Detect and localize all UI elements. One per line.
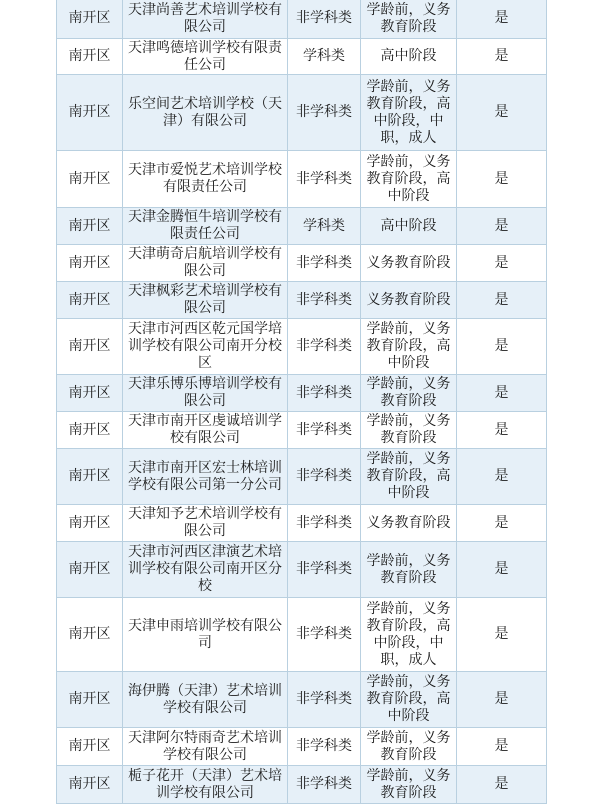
stage-cell: 学龄前，义务教育阶段	[361, 0, 457, 39]
stage-cell: 义务教育阶段	[361, 245, 457, 282]
table-row	[57, 208, 547, 245]
institution-table	[56, 0, 547, 804]
flag-cell: 是	[457, 0, 547, 39]
flag-cell: 是	[457, 505, 547, 542]
district-cell: 南开区	[57, 672, 123, 728]
institution-name-cell: 栀子花开（天津）艺术培训学校有限公司	[123, 766, 288, 804]
institution-name-cell: 天津知予艺术培训学校有限公司	[123, 505, 288, 542]
type-cell: 非学科类	[288, 282, 361, 319]
district-cell: 南开区	[57, 766, 123, 804]
table-row	[57, 449, 547, 505]
district-cell: 南开区	[57, 505, 123, 542]
table-row	[57, 0, 547, 39]
district-cell: 南开区	[57, 375, 123, 412]
institution-name-cell: 天津阿尔特雨奇艺术培训学校有限公司	[123, 728, 288, 766]
stage-cell: 高中阶段	[361, 39, 457, 75]
type-cell: 非学科类	[288, 151, 361, 208]
table-row	[57, 282, 547, 319]
flag-cell: 是	[457, 412, 547, 449]
district-cell: 南开区	[57, 598, 123, 672]
institution-name-cell: 天津乐博乐博培训学校有限公司	[123, 375, 288, 412]
type-cell: 非学科类	[288, 766, 361, 804]
type-cell: 非学科类	[288, 672, 361, 728]
type-cell: 非学科类	[288, 375, 361, 412]
type-cell: 非学科类	[288, 542, 361, 598]
institution-name-cell: 海伊腾（天津）艺术培训学校有限公司	[123, 672, 288, 728]
district-cell: 南开区	[57, 245, 123, 282]
flag-cell: 是	[457, 766, 547, 804]
district-cell: 南开区	[57, 75, 123, 151]
stage-cell: 学龄前，义务教育阶段，高中阶段	[361, 672, 457, 728]
table-row	[57, 728, 547, 766]
type-cell: 非学科类	[288, 728, 361, 766]
institution-name-cell: 天津市河西区津演艺术培训学校有限公司南开区分校	[123, 542, 288, 598]
table-row	[57, 319, 547, 375]
institution-name-cell: 天津萌奇启航培训学校有限公司	[123, 245, 288, 282]
stage-cell: 学龄前，义务教育阶段	[361, 728, 457, 766]
table-row	[57, 39, 547, 75]
district-cell: 南开区	[57, 319, 123, 375]
stage-cell: 学龄前，义务教育阶段	[361, 375, 457, 412]
flag-cell: 是	[457, 319, 547, 375]
district-cell: 南开区	[57, 39, 123, 75]
flag-cell: 是	[457, 245, 547, 282]
table-row	[57, 412, 547, 449]
stage-cell: 学龄前，义务教育阶段	[361, 542, 457, 598]
table-row	[57, 598, 547, 672]
table-row	[57, 375, 547, 412]
district-cell: 南开区	[57, 151, 123, 208]
stage-cell: 学龄前，义务教育阶段	[361, 412, 457, 449]
institution-name-cell: 天津申雨培训学校有限公司	[123, 598, 288, 672]
type-cell: 非学科类	[288, 505, 361, 542]
stage-cell: 学龄前，义务教育阶段，高中阶段	[361, 151, 457, 208]
flag-cell: 是	[457, 282, 547, 319]
district-cell: 南开区	[57, 542, 123, 598]
flag-cell: 是	[457, 598, 547, 672]
stage-cell: 义务教育阶段	[361, 505, 457, 542]
stage-cell: 学龄前，义务教育阶段，高中阶段	[361, 319, 457, 375]
type-cell: 非学科类	[288, 0, 361, 39]
type-cell: 学科类	[288, 208, 361, 245]
type-cell: 非学科类	[288, 412, 361, 449]
flag-cell: 是	[457, 728, 547, 766]
type-cell: 非学科类	[288, 75, 361, 151]
flag-cell: 是	[457, 375, 547, 412]
flag-cell: 是	[457, 208, 547, 245]
district-cell: 南开区	[57, 412, 123, 449]
type-cell: 非学科类	[288, 319, 361, 375]
institution-name-cell: 天津市南开区虔诚培训学校有限公司	[123, 412, 288, 449]
institution-name-cell: 天津市南开区宏士林培训学校有限公司第一分公司	[123, 449, 288, 505]
district-cell: 南开区	[57, 208, 123, 245]
flag-cell: 是	[457, 39, 547, 75]
table-row	[57, 75, 547, 151]
type-cell: 非学科类	[288, 598, 361, 672]
table-row	[57, 672, 547, 728]
table-row	[57, 151, 547, 208]
institution-name-cell: 天津市爱悦艺术培训学校有限责任公司	[123, 151, 288, 208]
flag-cell: 是	[457, 542, 547, 598]
flag-cell: 是	[457, 151, 547, 208]
table-row	[57, 542, 547, 598]
type-cell: 非学科类	[288, 449, 361, 505]
institution-name-cell: 天津尚善艺术培训学校有限公司	[123, 0, 288, 39]
institution-name-cell: 天津金腾恒牛培训学校有限责任公司	[123, 208, 288, 245]
district-cell: 南开区	[57, 449, 123, 505]
type-cell: 学科类	[288, 39, 361, 75]
district-cell: 南开区	[57, 282, 123, 319]
table-row	[57, 505, 547, 542]
institution-name-cell: 天津鸣德培训学校有限责任公司	[123, 39, 288, 75]
district-cell: 南开区	[57, 728, 123, 766]
institution-name-cell: 乐空间艺术培训学校（天津）有限公司	[123, 75, 288, 151]
district-cell: 南开区	[57, 0, 123, 39]
stage-cell: 学龄前，义务教育阶段，高中阶段，中职，成人	[361, 75, 457, 151]
flag-cell: 是	[457, 672, 547, 728]
institution-name-cell: 天津市河西区乾元国学培训学校有限公司南开分校区	[123, 319, 288, 375]
stage-cell: 学龄前，义务教育阶段，高中阶段，中职，成人	[361, 598, 457, 672]
stage-cell: 义务教育阶段	[361, 282, 457, 319]
stage-cell: 学龄前，义务教育阶段，高中阶段	[361, 449, 457, 505]
stage-cell: 高中阶段	[361, 208, 457, 245]
institution-name-cell: 天津枫彩艺术培训学校有限公司	[123, 282, 288, 319]
type-cell: 非学科类	[288, 245, 361, 282]
flag-cell: 是	[457, 449, 547, 505]
table-row	[57, 245, 547, 282]
flag-cell: 是	[457, 75, 547, 151]
stage-cell: 学龄前，义务教育阶段	[361, 766, 457, 804]
table-row	[57, 766, 547, 804]
